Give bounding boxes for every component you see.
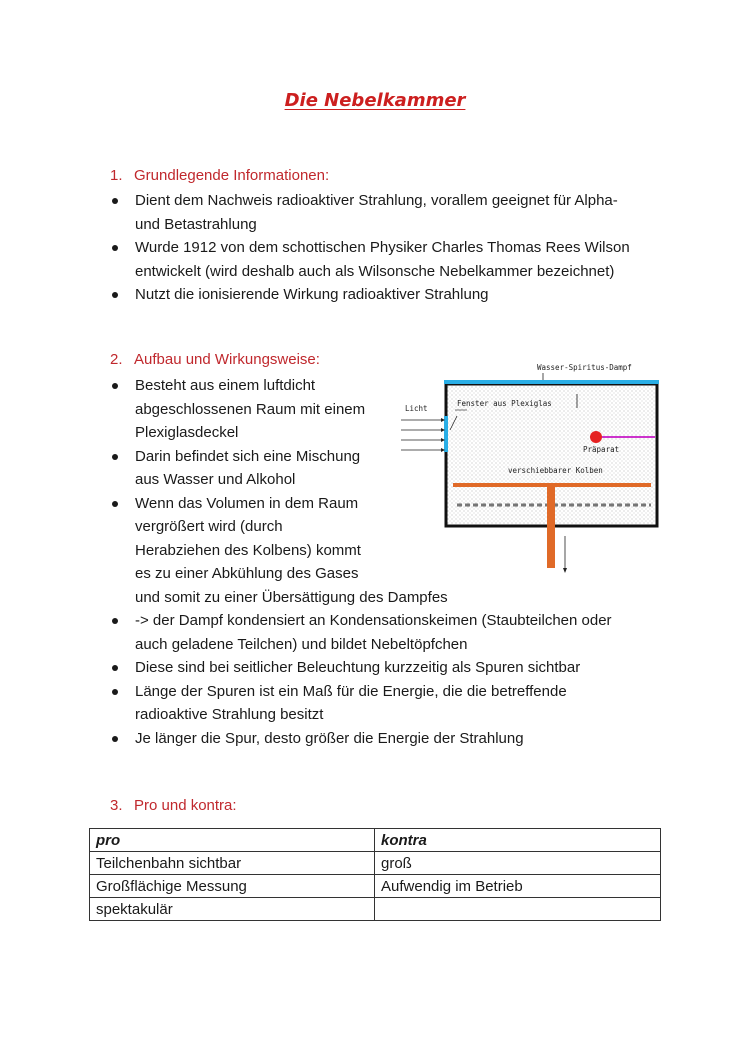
line: entwickelt (wird deshalb auch als Wilsonsche Nebelkammer bezeichnet)	[135, 262, 615, 280]
sample-source	[590, 431, 602, 443]
line: Herabziehen des Kolbens) kommt	[135, 541, 361, 559]
piston-label: verschiebbarer Kolben	[508, 466, 603, 475]
line: Besteht aus einem luftdicht	[135, 377, 316, 394]
table-row	[90, 852, 661, 875]
line: und Betastrahlung	[135, 215, 257, 233]
line: aus Wasser und Alkohol	[135, 471, 296, 488]
down-arrowhead	[563, 568, 567, 573]
list-item	[110, 680, 670, 727]
line: Wenn das Volumen in dem Raum	[135, 494, 359, 512]
light-label: Licht	[405, 404, 428, 413]
list-item	[110, 727, 670, 751]
section-title: Grundlegende Informationen:	[134, 167, 330, 184]
pro-contra-table	[89, 828, 661, 921]
list-item	[110, 236, 670, 283]
line: Je länger die Spur, desto größer die Energie der Strahlung	[135, 729, 524, 747]
section-title: Pro und kontra:	[134, 797, 237, 814]
table-row	[90, 875, 661, 898]
line: auch geladene Teilchen) und bildet Nebeltöpfchen	[135, 635, 468, 653]
section-number: 1.	[110, 167, 123, 184]
section-heading-3	[110, 797, 237, 814]
line: Dient dem Nachweis radioaktiver Strahlung, vorallem geeignet für Alpha-	[135, 192, 618, 209]
line: und somit zu einer Übersättigung des Dampfes	[135, 588, 448, 606]
line: abgeschlossenen Raum mit einem	[135, 400, 366, 418]
line: -> der Dampf kondensiert an Kondensationskeimen (Staubteilchen oder	[135, 612, 612, 629]
line: vergrößert wird (durch	[135, 518, 283, 535]
section-title: Aufbau und Wirkungsweise:	[134, 351, 320, 368]
page-title: Die Nebelkammer	[284, 90, 466, 111]
kontra-cell: Aufwendig im Betrieb	[375, 875, 661, 898]
section-heading-1	[110, 167, 329, 184]
line: Plexiglasdeckel	[135, 424, 239, 441]
vapor-label: Wasser-Spiritus-Dampf	[537, 363, 632, 372]
piston-rod	[547, 487, 555, 568]
pro-cell: spektakulär	[90, 898, 375, 921]
line: Darin befindet sich eine Mischung	[135, 447, 361, 465]
window-label: Fenster aus Plexiglas	[457, 399, 552, 408]
line: Länge der Spuren ist ein Maß für die Energie, die die betreffende	[135, 682, 567, 700]
plexiglass-lid	[444, 380, 659, 384]
list-item	[110, 189, 670, 236]
line: es zu einer Abkühlung des Gases	[135, 565, 359, 582]
pro-cell: Großflächige Messung	[90, 875, 375, 898]
line: Wurde 1912 von dem schottischen Physiker Charles Thomas Rees Wilson	[135, 239, 630, 256]
sample-label: Präparat	[583, 445, 620, 454]
side-window	[444, 416, 448, 452]
header-kontra: kontra	[375, 829, 661, 852]
list-item	[110, 609, 670, 656]
kontra-cell	[375, 898, 661, 921]
line: Nutzt die ionisierende Wirkung radioaktiver Strahlung	[135, 286, 489, 303]
section-number: 3.	[110, 797, 123, 814]
section-heading-2	[110, 351, 320, 368]
table-header-row	[90, 829, 661, 852]
kontra-cell: groß	[375, 852, 661, 875]
line: Diese sind bei seitlicher Beleuchtung kurzzeitig als Spuren sichtbar	[135, 659, 581, 676]
section-number: 2.	[110, 351, 123, 368]
table-row	[90, 898, 661, 921]
line: radioaktive Strahlung besitzt	[135, 706, 324, 723]
list-item	[110, 283, 670, 307]
cloud-chamber-diagram	[395, 358, 665, 578]
pro-cell: Teilchenbahn sichtbar	[90, 852, 375, 875]
piston-plate	[453, 483, 651, 487]
header-pro: pro	[90, 829, 375, 852]
list-item	[110, 656, 670, 680]
bullet-list-1	[110, 189, 670, 307]
